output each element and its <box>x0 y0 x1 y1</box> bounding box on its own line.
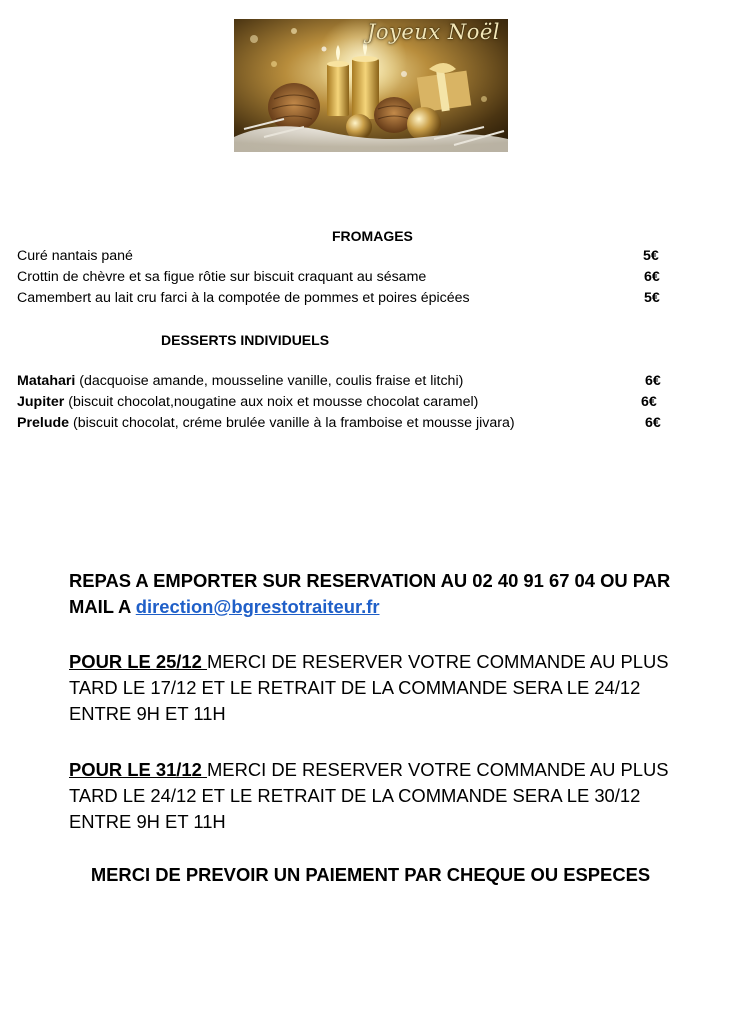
reservation-line <box>69 594 709 620</box>
fromages-heading: FROMAGES <box>332 228 413 244</box>
fromage-item-price: 5€ <box>644 290 660 306</box>
dessert-name: Prelude <box>17 415 70 431</box>
order-25-info <box>69 649 709 727</box>
fromage-item-price: 6€ <box>644 269 660 285</box>
email-link[interactable]: direction@bgrestotraiteur.fr <box>135 596 380 617</box>
mail-prefix: MAIL A <box>69 596 136 617</box>
banner-title: Joyeux Noël <box>366 20 500 44</box>
order-line <box>69 757 709 783</box>
order-date-label: POUR LE 25/12 <box>69 651 207 672</box>
dessert-description: (biscuit chocolat, créme brulée vanille à la framboise et mousse jivara) <box>69 415 515 431</box>
dessert-name: Matahari <box>17 373 76 389</box>
order-line: TARD LE 17/12 ET LE RETRAIT DE LA COMMANDE SERA LE 24/12 <box>69 677 641 698</box>
reservation-info <box>69 568 709 620</box>
order-text: MERCI DE RESERVER VOTRE COMMANDE AU PLUS <box>206 759 669 780</box>
fromage-item-name: Crottin de chèvre et sa figue rôtie sur biscuit craquant au sésame <box>17 269 427 285</box>
dessert-item <box>17 373 463 389</box>
dessert-item <box>17 415 515 431</box>
reservation-line: REPAS A EMPORTER SUR RESERVATION AU 02 40 91 67 04 OU PAR <box>69 570 671 591</box>
dessert-price: 6€ <box>645 373 661 389</box>
order-text: MERCI DE RESERVER VOTRE COMMANDE AU PLUS <box>206 651 669 672</box>
order-line <box>69 649 709 675</box>
dessert-price: 6€ <box>645 415 661 431</box>
payment-notice: MERCI DE PREVOIR UN PAIEMENT PAR CHEQUE OU ESPECES <box>90 864 651 885</box>
fromage-item-name: Camembert au lait cru farci à la compotée de pommes et poires épicées <box>17 290 470 306</box>
dessert-price: 6€ <box>641 394 657 410</box>
order-line: TARD LE 24/12 ET LE RETRAIT DE LA COMMANDE SERA LE 30/12 <box>69 785 641 806</box>
fromage-item-name: Curé nantais pané <box>17 248 133 264</box>
order-date-label: POUR LE 31/12 <box>69 759 207 780</box>
dessert-description: (biscuit chocolat,nougatine aux noix et mousse chocolat caramel) <box>64 394 479 410</box>
dessert-description: (dacquoise amande, mousseline vanille, coulis fraise et litchi) <box>75 373 464 389</box>
fromage-item-price: 5€ <box>643 248 659 264</box>
order-line: ENTRE 9H ET 11H <box>69 703 226 724</box>
christmas-banner <box>234 19 508 152</box>
order-line: ENTRE 9H ET 11H <box>69 811 226 832</box>
dessert-name: Jupiter <box>17 394 65 410</box>
desserts-heading: DESSERTS INDIVIDUELS <box>161 332 330 348</box>
order-31-info <box>69 757 709 835</box>
dessert-item <box>17 394 478 410</box>
